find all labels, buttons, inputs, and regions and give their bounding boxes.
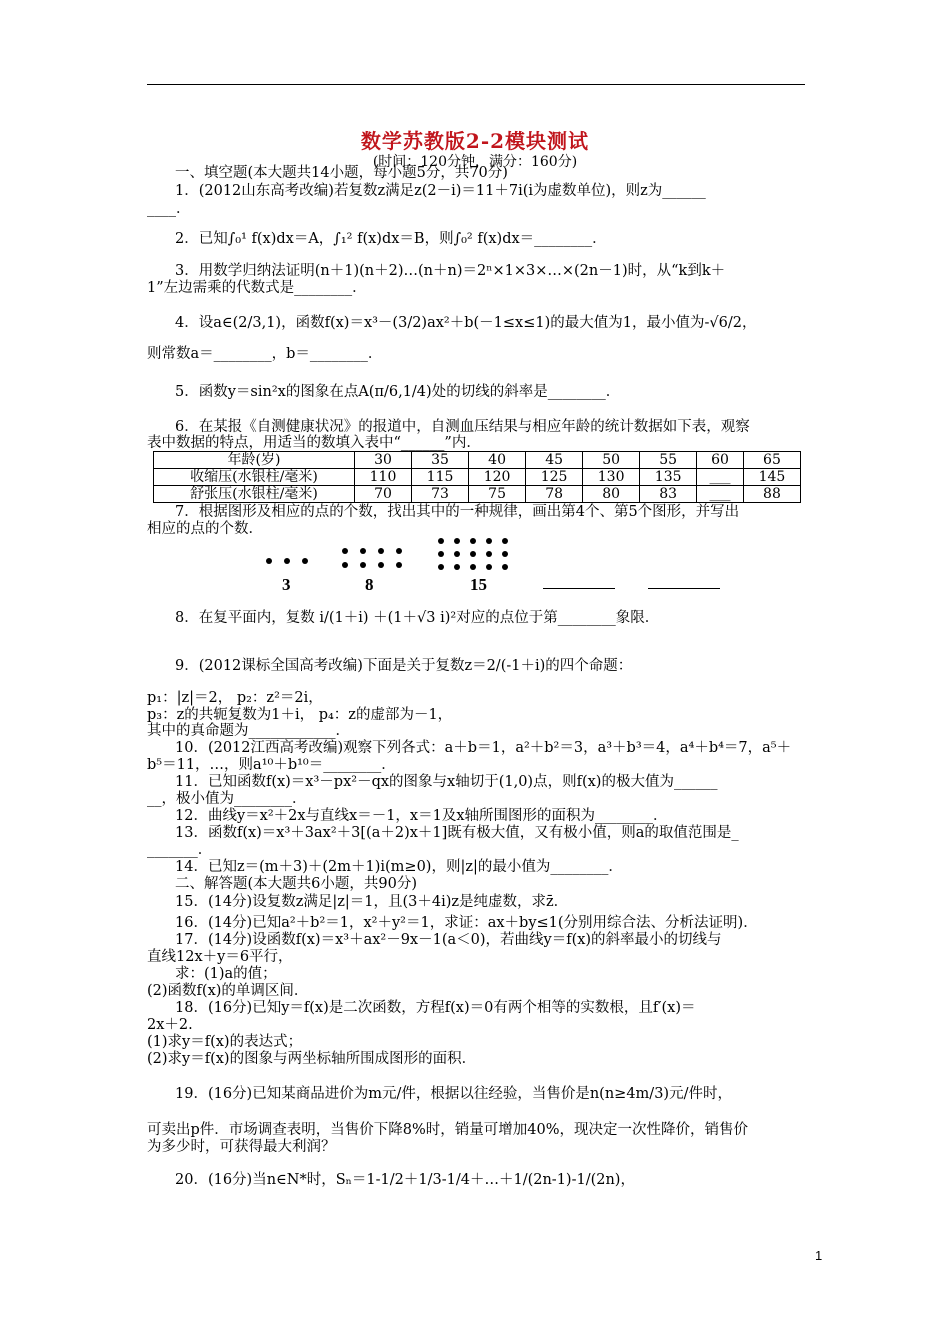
page-number: 1 (815, 1248, 823, 1263)
dot (396, 562, 402, 568)
dot (502, 564, 508, 570)
q13-line1: 13．函数f(x)＝x³＋3ax²＋3[(a＋2)x＋1]既有极大值，又有极小值，则a的取值范围是_ (175, 825, 739, 841)
dot (360, 548, 366, 554)
section-heading-2: 二、解答题(本大题共6小题，共90分) (175, 876, 417, 892)
q13-line2: _______． (147, 842, 213, 858)
header-rule (147, 84, 805, 85)
q14-line: 14．已知z＝(m＋3)＋(2m＋1)i(m≥0)，则|z|的最小值为________． (175, 859, 623, 875)
dot (360, 562, 366, 568)
q12-line: 12．曲线y＝x²＋2x与直线x＝－1，x＝1及x轴所围图形的面积为________． (175, 808, 668, 824)
q9-line2: p₁：|z|＝2， p₂：z²＝2i， (147, 690, 323, 706)
table-cell: ___ (697, 486, 744, 503)
table-cell: 75 (469, 486, 526, 503)
dot (470, 551, 476, 557)
dot (470, 538, 476, 544)
dot (266, 558, 272, 564)
table-row (154, 452, 801, 469)
dot (486, 564, 492, 570)
q17-line1: 17．(14分)设函数f(x)＝x³＋ax²－9x－1(a＜0)，若曲线y＝f(x)的斜率最小的切线与 (175, 932, 722, 948)
figure-count-2: 8 (365, 575, 374, 594)
q11-line2: __，极小值为________． (147, 791, 307, 807)
dot (454, 538, 460, 544)
table-row (154, 486, 801, 503)
table-row (154, 469, 801, 486)
table-cell: 120 (469, 469, 526, 486)
q4-line2: 则常数a＝________，b＝________． (147, 346, 383, 362)
figure-count-1: 3 (282, 575, 291, 594)
q9-line1: 9．(2012课标全国高考改编)下面是关于复数z＝2/(-1＋i)的四个命题： (175, 658, 633, 674)
q18-line3: (1)求y＝f(x)的表达式； (147, 1034, 303, 1050)
q1-line1: 1．(2012山东高考改编)若复数z满足z(2－i)＝11＋7i(i为虚数单位)，则z为______ (175, 183, 706, 199)
page-title: 数学苏教版2-2模块测试 (360, 129, 590, 153)
dot (284, 558, 290, 564)
q7-line2: 相应的点的个数． (147, 521, 263, 537)
q2-line: 2．已知∫₀¹ f(x)dx＝A，∫₁² f(x)dx＝B，则∫₀² f(x)dx＝________． (175, 231, 607, 247)
q18-line2: 2x＋2. (147, 1017, 193, 1033)
q17-line2: 直线12x＋y＝6平行， (147, 949, 293, 965)
dot (396, 548, 402, 554)
q10-line2: b⁵＝11，…，则a¹⁰＋b¹⁰＝________． (147, 757, 396, 773)
table-cell: 30 (355, 452, 412, 469)
table-cell: 55 (640, 452, 697, 469)
answer-blank (648, 588, 720, 589)
section-heading-1: 一、填空题(本大题共14小题，每小题5分，共70分) (175, 165, 508, 181)
dot (438, 538, 444, 544)
q18-line1: 18．(16分)已知y＝f(x)是二次函数，方程f(x)＝0有两个相等的实数根，且f′(x)＝ (175, 1000, 696, 1016)
table-cell: 135 (640, 469, 697, 486)
q15-line: 15．(14分)设复数z满足|z|＝1，且(3＋4i)z是纯虚数，求z̄． (175, 894, 569, 910)
page-subtitle: (时间：120分钟，满分：160分) (372, 154, 578, 170)
dot (378, 548, 384, 554)
table-cell: 年龄(岁) (154, 452, 355, 469)
dot (454, 564, 460, 570)
dot (486, 551, 492, 557)
q6-line2: 表中数据的特点，用适当的数填入表中“______”内． (147, 435, 481, 451)
dot (502, 538, 508, 544)
table-cell: 35 (412, 452, 469, 469)
table-cell: 舒张压(水银柱/毫米) (154, 486, 355, 503)
q19-line1: 19．(16分)已知某商品进价为m元/件，根据以往经验，当售价是n(n≥4m/3)元/件时， (175, 1086, 732, 1102)
q17-line3: 求：(1)a的值； (175, 966, 277, 982)
dot (302, 558, 308, 564)
q4-line1: 4．设a∈(2/3,1)，函数f(x)＝x³－(3/2)ax²＋b(－1≤x≤1)的最大值为1，最小值为-√6/2， (175, 315, 757, 331)
q3-line2: 1”左边需乘的代数式是________． (147, 280, 367, 296)
dot (342, 562, 348, 568)
q5-line: 5．函数y＝sin²x的图象在点A(π/6,1/4)处的切线的斜率是________． (175, 384, 621, 400)
table-cell: 130 (583, 469, 640, 486)
q9-line4: 其中的真命题为____________． (147, 723, 350, 739)
table-cell: 88 (743, 486, 800, 503)
table-cell: 70 (355, 486, 412, 503)
table-cell: 73 (412, 486, 469, 503)
q6-line1: 6．在某报《自测健康状况》的报道中，自测血压结果与相应年龄的统计数据如下表，观察 (175, 419, 750, 435)
dot (470, 564, 476, 570)
blood-pressure-table (153, 451, 801, 503)
dot (438, 551, 444, 557)
table-cell: 65 (743, 452, 800, 469)
figure-count-3: 15 (470, 575, 487, 594)
q1-line2: ____． (147, 201, 191, 217)
table-cell: 60 (697, 452, 744, 469)
dot (342, 548, 348, 554)
table-cell: 收缩压(水银柱/毫米) (154, 469, 355, 486)
q8-line: 8．在复平面内，复数 i/(1＋i) ＋(1＋√3 i)²对应的点位于第________象限． (175, 610, 660, 626)
q18-line4: (2)求y＝f(x)的图象与两坐标轴所围成图形的面积． (147, 1051, 477, 1067)
table-cell: 50 (583, 452, 640, 469)
q3-line1: 3．用数学归纳法证明(n＋1)(n＋2)…(n＋n)＝2ⁿ×1×3×…×(2n－1)时，从“k到k＋ (175, 263, 726, 279)
q16-line: 16．(14分)已知a²＋b²＝1，x²＋y²＝1，求证：ax＋by≤1(分别用综合法、分析法证明)． (175, 915, 758, 931)
table-cell: 78 (526, 486, 583, 503)
table-cell: 80 (583, 486, 640, 503)
table-cell: 45 (526, 452, 583, 469)
q19-line3: 为多少时，可获得最大利润？ (147, 1139, 336, 1155)
dot (438, 564, 444, 570)
table-cell: ___ (697, 469, 744, 486)
table-cell: 145 (743, 469, 800, 486)
dot (378, 562, 384, 568)
q11-line1: 11．已知函数f(x)＝x³－px²－qx的图象与x轴切于(1,0)点，则f(x)的极大值为______ (175, 774, 718, 790)
table-cell: 40 (469, 452, 526, 469)
table-cell: 125 (526, 469, 583, 486)
q9-line3: p₃：z的共轭复数为1＋i， p₄：z的虚部为－1， (147, 707, 453, 723)
q17-line4: (2)函数f(x)的单调区间． (147, 983, 309, 999)
table-cell: 83 (640, 486, 697, 503)
dot (454, 551, 460, 557)
dot (486, 538, 492, 544)
table-cell: 110 (355, 469, 412, 486)
q19-line2: 可卖出p件．市场调查表明，当售价下降8%时，销量可增加40%，现决定一次性降价，销售价 (147, 1122, 749, 1138)
q10-line1: 10．(2012江西高考改编)观察下列各式：a＋b＝1，a²＋b²＝3，a³＋b³＝4，a⁴＋b⁴＝7，a⁵＋ (175, 740, 792, 756)
q7-line1: 7．根据图形及相应的点的个数，找出其中的一种规律，画出第4个、第5个图形，并写出 (175, 504, 740, 520)
table-cell: 115 (412, 469, 469, 486)
answer-blank (543, 588, 615, 589)
dot (502, 551, 508, 557)
q20-line: 20．(16分)当n∈N*时，Sₙ＝1-1/2＋1/3-1/4＋…＋1/(2n-1)-1/(2n)， (175, 1172, 635, 1188)
